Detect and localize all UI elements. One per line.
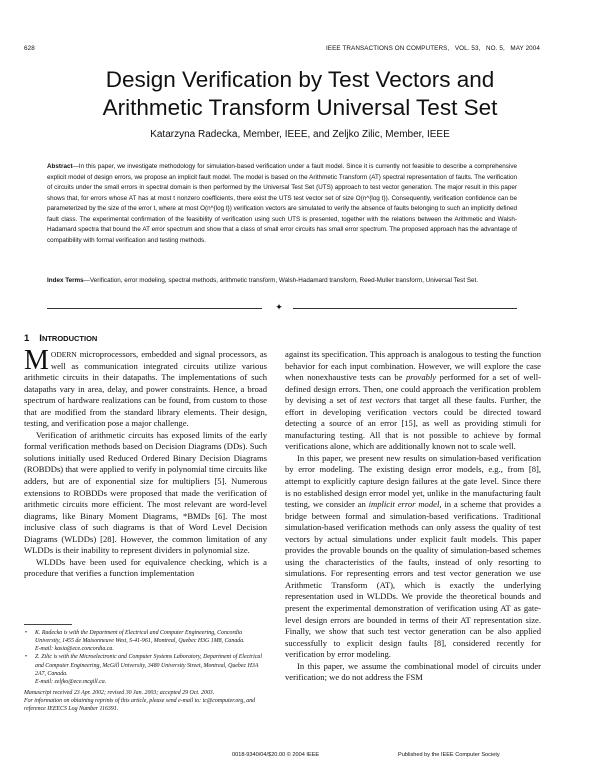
left-column [24,345,267,580]
index-terms-label: Index Terms [47,277,84,284]
drop-cap: M [24,345,49,376]
section-heading [24,333,97,344]
footnote-radecka: • K. Radecka is with the Department of Electrical and Computer Engineering, Concordia University, 1455 de Maisonneuve West, S-41-961, Montreal, Quebec H3G 1M8, Canada. E-mail: kasia@ece.concordia.ca. [25,630,245,653]
author-line [0,129,600,140]
divider-right [293,308,517,309]
abstract-label: Abstract [47,163,73,170]
intro-paragraph-3: WLDDs have been used for equivalence checking, which is a procedure that verifies a function implementation [24,556,267,579]
title-line-2: Arithmetic Transform Universal Test Set [102,95,498,120]
right-paragraph-1: against its specification. This approach is analogous to testing the function behavior for each input combination. However, we will explore the case when nonexhaustive tests can be provably performed for a set of well-defined design errors. Then, one could approach the verification problem by devising a set of test vectors that target all these faults. Further, the effort in developing verification vectors could be directed toward detecting a source of an error [15], as well as providing stimuli for manufacturing testing. All that is not possible to achieve by formal verifications alone, which are additionally known not to scale well. [285,349,541,452]
right-paragraph-2: In this paper, we present new results on simulation-based verification by error modeling. The existing design error models, e.g., from [8], attempt to explicitly capture design failures at the gate level. Since there is no established design error model yet, unlike in the manufacturing fault testing, we consider an implicit error model, in a scheme that provides a bridge between formal and simulation-based verifications. Traditional simulation-based verification methods can only assess the quality of test vectors by actual simulations under explicit fault models. This paper provides the provable bounds on the quality of simulation-based schemes using the characteristics of the faults, instead of only resorting to simulations. For representing errors and test vector generation we use Arithmetic Transform (AT), which is exactly the underlying representation used in WLDDs. We provide the theoretical bounds and present the experimental demonstration of verification using AT as gate-level design errors are bounded in terms of their AT representation size. Finally, we show that such test vector generation can be also applied successfully to explicit design faults [8], considered recently for verification by error modeling. [285,452,541,660]
manuscript-dates: Manuscript received 23 Apr. 2002; revised 30 Jan. 2003; accepted 29 Oct. 2003. [24,690,215,697]
footnote-zilic: • Z. Zilic is with the Microelectronic and Computer Systems Laboratory, Department of Electrical and Computer Engineering, McGill University, 3480 University Street, Montreal, Quebec H3A 2A7, Canada. E-mail: zeljko@ece.mcgill.ca. [25,654,262,685]
abstract-text: —In this paper, we investigate methodology for simulation-based verification under a fault model. Since it is currently not feasible to describe a comprehensive explicit model of design errors, we propose an implicit fault model. The model is based on the Arithmetic Transform (AT) spectral representation of faults. The verification of circuits under the small errors in spectral domain is then performed by the Universal Test Set (UTS) approach to test vector generation. The major result in this paper shows that, for errors whose AT has at most t nonzero coefficients, there exist the UTS test vector set of size O(n^{log t}). Consequently, verification confidence can be parameterized by the size of the error t, where at most O(n^{log t}) verification vectors are simulated to verify the absence of faults belonging to such an implicitly defined fault class. The experimental confirmation of the feasibility of verification using such UTS is presented, together with the relations between the Arithmetic and Walsh-Hadamard spectra that bound the AT error spectrum and show that a class of small error circuits has small error spectrum. The proposed approach has the advantage of compatibility with formal verification and testing methods. [47,163,517,244]
title-line-1: Design Verification by Test Vectors and [105,67,495,92]
paper-title [0,66,600,122]
authors: Katarzyna Radecka, Member, IEEE, and Zeljko Zilic, Member, IEEE [150,129,450,140]
section-number: 1 [24,333,30,344]
right-column [285,349,541,684]
intro-paragraph-1: MODERN microprocessors, embedded and signal processors, as well as communication integrated circuits utilize various arithmetic circuits in their datapaths. The implementations of such datapaths vary in area, delay, and power constraints. Hence, a broad spectrum of hardware realizations can be found, from custom to those that are modified from the standard library elements. Their design, testing, and verification pose a major challenge. [24,345,267,429]
index-terms [47,276,517,287]
intro-paragraph-2: Verification of arithmetic circuits has exposed limits of the early formal verification methods based on Decision Diagrams (DDs). Such solutions initially used Reduced Ordered Binary Decision Diagrams (ROBDDs) that were applied to verify in polynomial time circuits like adders, but are of exponential size for multipliers [5]. Numerous extensions to ROBDDs were proposed that made the verification of arithmetic circuits more efficient. The most relevant are word-level diagrams, like Binary Moment Diagrams, *BMDs [6]. The most inclusive class of such diagrams is that of Word Level Decision Diagrams (WLDDs) [28]. However, the common limitation of any WLDDs is their inability to represent dividers in polynomial size. [24,429,267,556]
emph-implicit-error-model: implicit error model [368,499,440,510]
footer-publisher: Published by the IEEE Computer Society [398,752,500,758]
page-number: 628 [24,45,35,52]
journal-citation: IEEE TRANSACTIONS ON COMPUTERS, VOL. 53, NO. 5, MAY 2004 [325,45,540,52]
divider-diamond-icon: ✦ [275,302,283,312]
abstract [47,162,517,246]
footnotes [24,629,267,714]
first-word-smallcaps: ODERN [50,350,77,359]
footer-issn: 0018-9340/04/$20.00 © 2004 IEEE [232,752,320,758]
section-title-cap: I [39,333,42,344]
right-paragraph-3: In this paper, we assume the combinational model of circuits under verification; we do not address the FSM [285,660,541,683]
index-terms-text: —Verification, error modeling, spectral methods, arithmetic transform, Walsh-Hadamard transform, Reed-Muller transform, Universal Test Set. [83,277,479,284]
divider-left [47,308,262,309]
emph-provably: provably [405,372,437,383]
reprints-info: For information on obtaining reprints of this article, please send e-mail to: tc@computer.org, and reference IEEECS Log Number 116391. [24,698,256,713]
footnote-rule [24,624,72,625]
section-title-rest: NTRODUCTION [41,334,98,343]
emph-test-vectors: test vectors [360,395,401,406]
